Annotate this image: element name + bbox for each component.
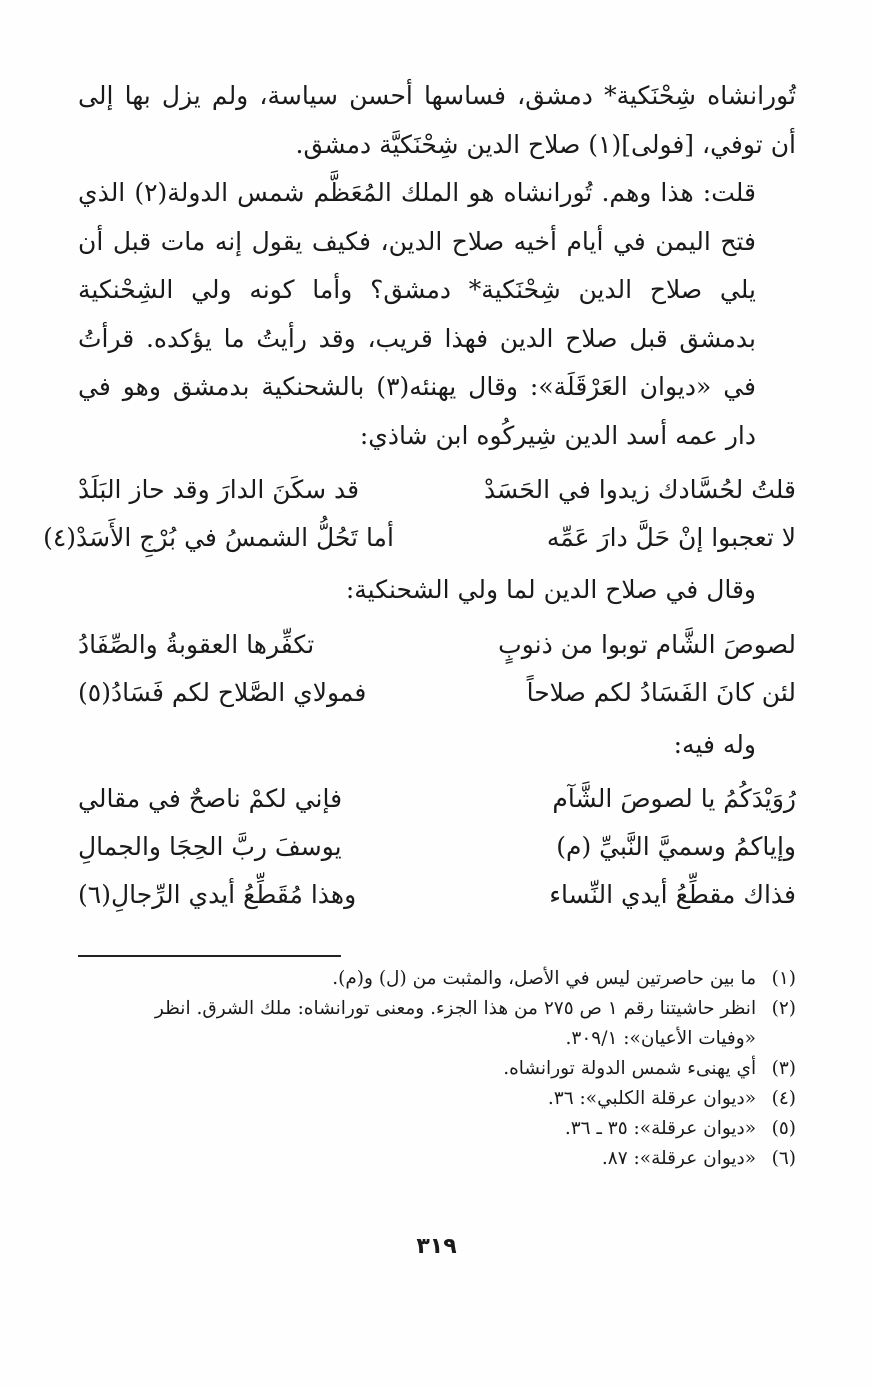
paragraph-2: قلت: هذا وهم. تُورانشاه هو الملك المُعَظَّم شمس الدولة(٢) الذي فتح اليمن في أيام أخيه صلاح الدين، فكيف يقول إنه مات قبل أن يلي صلاح الدين شِحْنَكية* دمشق؟ وأما كونه ولي الشِحْنكية بدمشق قبل صلاح الدين فهذا قريب، وقد رأيتُ ما يؤكده. قرأتُ في «ديوان العَرْقَلَة»: وقال يهنئه(٣) بالشحنكية بدمشق وهو في دار عمه أسد الدين شِيركُوه ابن شاذي:: [78, 178, 756, 450]
verse-first-hemistich: قلتُ لحُسَّادك زيدوا في الحَسَدْ: [483, 475, 796, 504]
poem-verse: [78, 466, 796, 514]
verse-second-hemistich: فمولاي الصَّلاح لكم فَسَادُ(٥): [78, 677, 367, 707]
footnote-text: ما بين حاصرتين ليس في الأصل، والمثبت من (ل) و(م).: [332, 968, 757, 989]
footnote-text: أي يهنىء شمس الدولة تورانشاه.: [503, 1058, 757, 1079]
poem-2-intro: وقال في صلاح الدين لما ولي الشحنكية:: [345, 575, 756, 604]
footnote-text: «ديوان عرقلة»: ٨٧.: [601, 1148, 757, 1169]
footnote-5: [78, 1114, 796, 1144]
paragraph-1: تُورانشاه شِحْنَكية* دمشق، فساسها أحسن سياسة، ولم يزل بها إلى أن توفي، [فولى](١) صلاح الدين شِحْنَكيَّة دمشق.: [78, 81, 796, 159]
footnote-text: «ديوان عرقلة»: ٣٥ ـ ٣٦.: [564, 1118, 757, 1139]
poem-verse: [43, 514, 796, 562]
footnote-number: (٣): [771, 1058, 796, 1079]
footnote-4: [78, 1084, 796, 1114]
verse-second-hemistich: وهذا مُقَطِّعُ أيدي الرِّجالِ(٦): [78, 880, 357, 909]
verse-first-hemistich: فذاك مقطِّعُ أيدي النِّساء: [549, 880, 796, 909]
verse-first-hemistich: وإياكمُ وسميَّ النَّبيِّ (م): [556, 832, 796, 861]
poem-1: [43, 466, 796, 562]
footnote-2: [78, 994, 796, 1024]
footnote-divider: [78, 955, 341, 957]
verse-first-hemistich: لصوصَ الشَّام توبوا من ذنوبٍ: [498, 629, 796, 659]
poem-3: [78, 775, 796, 919]
page-number: ٣١٩: [416, 1234, 457, 1259]
footnote-text: «ديوان عرقلة الكلبي»: ٣٦.: [547, 1088, 757, 1109]
poem-verse: [78, 823, 796, 871]
footnote-number: (٥): [771, 1118, 796, 1139]
main-text: [43, 72, 796, 923]
footnote-6: [78, 1144, 796, 1174]
footnote-1: [78, 964, 796, 994]
footnote-3: [78, 1054, 796, 1084]
footnote-text: انظر حاشيتنا رقم ١ ص ٢٧٥ من هذا الجزء. ومعنى تورانشاه: ملك الشرق. انظر: [154, 998, 757, 1019]
footnote-number: (٤): [771, 1088, 796, 1109]
footnote-number: (١): [771, 968, 796, 989]
poem-verse: [78, 669, 796, 717]
poem-verse: [78, 775, 796, 823]
verse-second-hemistich: تكفِّرها العقوبةُ والصِّفَادُ: [78, 629, 315, 659]
footnotes: [78, 964, 796, 1174]
poem-2: [78, 621, 796, 717]
verse-second-hemistich: يوسفَ ربَّ الحِجَا والجمالِ: [78, 832, 342, 861]
verse-second-hemistich: فإني لكمْ ناصحٌ في مقالي: [78, 784, 343, 813]
footnote-2-continuation: «وفيات الأعيان»: ٣٠٩/١.: [565, 1028, 756, 1049]
footnote-number: (٢): [771, 998, 796, 1019]
verse-first-hemistich: لئن كانَ الفَسَادُ لكم صلاحاً: [526, 677, 796, 707]
verse-first-hemistich: رُوَيْدَكُمُ يا لصوصَ الشَّآم: [552, 784, 796, 813]
poem-verse: [78, 871, 796, 919]
verse-first-hemistich: لا تعجبوا إنْ حَلَّ دارَ عَمِّه: [546, 523, 796, 552]
footnote-number: (٦): [771, 1148, 796, 1169]
verse-second-hemistich: أما تَحُلُّ الشمسُ في بُرْجِ الأَسَدْ(٤): [43, 523, 394, 552]
poem-3-intro: وله فيه:: [673, 729, 756, 759]
poem-verse: [78, 621, 796, 669]
verse-second-hemistich: قد سكَنَ الدارَ وقد حاز البَلَدْ: [78, 475, 360, 504]
